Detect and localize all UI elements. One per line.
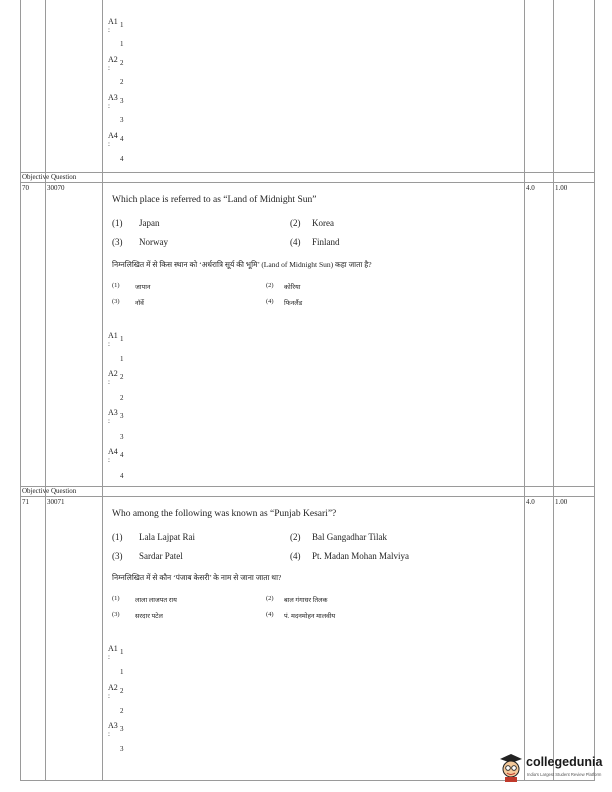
hindi-option-text: लाला लाजपत राय: [135, 597, 177, 604]
grid-line: [45, 0, 46, 780]
hindi-option-text: जापान: [135, 284, 151, 291]
answer-key: A1: [108, 331, 118, 340]
answer-value: 4: [120, 451, 124, 459]
answer-key: A2: [108, 369, 118, 378]
row-border: [20, 182, 595, 183]
answer-value: 1: [120, 668, 124, 676]
answer-colon: :: [108, 102, 110, 110]
answer-colon: :: [108, 653, 110, 661]
answer-key: A3: [108, 721, 118, 730]
answer-key: A4: [108, 131, 118, 140]
option-text: Korea: [312, 218, 334, 228]
answer-value: 3: [120, 97, 124, 105]
option-text: Lala Lajpat Rai: [139, 532, 195, 542]
answer-key: A1: [108, 644, 118, 653]
grid-line: [553, 0, 554, 780]
answer-colon: :: [108, 456, 110, 464]
answer-colon: :: [108, 417, 110, 425]
hindi-option-number: (3): [112, 298, 120, 305]
hindi-option-number: (4): [266, 298, 274, 305]
answer-colon: :: [108, 26, 110, 34]
section-label: Objective Question: [22, 487, 77, 495]
answer-value: 2: [120, 394, 124, 402]
option-text: Pt. Madan Mohan Malviya: [312, 551, 409, 561]
answer-value: 2: [120, 59, 124, 67]
section-label: Objective Question: [22, 173, 77, 181]
grid-line: [102, 0, 103, 780]
answer-colon: :: [108, 730, 110, 738]
answer-colon: :: [108, 340, 110, 348]
hindi-option-text: कोरिया: [284, 284, 301, 291]
hindi-option-number: (1): [112, 282, 120, 289]
hindi-option-number: (3): [112, 611, 120, 618]
question-id: 30070: [47, 184, 65, 192]
option-number: (1): [112, 532, 123, 542]
answer-value: 3: [120, 725, 124, 733]
answer-value: 3: [120, 412, 124, 420]
answer-colon: :: [108, 692, 110, 700]
answer-key: A2: [108, 683, 118, 692]
hindi-option-number: (2): [266, 595, 274, 602]
row-border: [20, 496, 595, 497]
answer-key: A4: [108, 447, 118, 456]
answer-value: 2: [120, 707, 124, 715]
question-marks: 4.0: [526, 498, 535, 506]
question-text: Who among the following was known as “Punjab Kesari”?: [112, 509, 337, 519]
answer-colon: :: [108, 378, 110, 386]
question-text: Which place is referred to as “Land of Midnight Sun”: [112, 195, 317, 205]
hindi-option-text: नॉर्वे: [135, 300, 144, 307]
row-border: [20, 172, 595, 173]
answer-colon: :: [108, 140, 110, 148]
answer-key: A3: [108, 408, 118, 417]
option-text: Japan: [139, 218, 160, 228]
answer-value: 3: [120, 745, 124, 753]
answer-value: 4: [120, 472, 124, 480]
grid-line: [594, 0, 595, 780]
option-number: (4): [290, 237, 301, 247]
option-number: (4): [290, 551, 301, 561]
question-id: 30071: [47, 498, 65, 506]
answer-key: A2: [108, 55, 118, 64]
option-number: (3): [112, 237, 123, 247]
question-marks: 4.0: [526, 184, 535, 192]
grid-line: [524, 0, 525, 780]
option-text: Finland: [312, 237, 340, 247]
answer-value: 1: [120, 21, 124, 29]
answer-value: 2: [120, 687, 124, 695]
answer-key: A1: [108, 17, 118, 26]
row-border: [20, 486, 595, 487]
mascot-icon: [498, 752, 524, 782]
hindi-option-number: (2): [266, 282, 274, 289]
hindi-question-text: निम्नलिखित में से कौन ‘पंजाब केसरी’ के नाम से जाना जाता था?: [112, 573, 282, 582]
hindi-option-text: सरदार पटेल: [135, 613, 163, 620]
option-number: (2): [290, 218, 301, 228]
question-serial: 71: [22, 498, 29, 506]
logo-name: collegedunia: [526, 755, 603, 769]
option-text: Sardar Patel: [139, 551, 183, 561]
logo-tagline: India's Largest Student Review Platform: [527, 772, 602, 777]
answer-value: 1: [120, 40, 124, 48]
answer-value: 1: [120, 335, 124, 343]
answer-value: 3: [120, 433, 124, 441]
answer-value: 1: [120, 648, 124, 656]
hindi-option-number: (1): [112, 595, 120, 602]
hindi-question-text: निम्नलिखित में से किस स्थान को ‘अर्धरात्रि सूर्य की भूमि’ (Land of Midnight Sun) कहा जाता है?: [112, 260, 372, 269]
answer-value: 3: [120, 116, 124, 124]
answer-value: 1: [120, 355, 124, 363]
hindi-option-text: फिनलैंड: [284, 300, 303, 307]
answer-colon: :: [108, 64, 110, 72]
hindi-option-text: बाल गंगाधर तिलक: [284, 597, 328, 604]
option-text: Bal Gangadhar Tilak: [312, 532, 387, 542]
collegedunia-logo: [498, 748, 608, 788]
option-number: (2): [290, 532, 301, 542]
negative-marks: 1.00: [555, 498, 568, 506]
option-text: Norway: [139, 237, 168, 247]
hindi-option-text: पं. मदनमोहन मालवीय: [284, 613, 336, 620]
grid-line: [20, 0, 21, 780]
negative-marks: 1.00: [555, 184, 568, 192]
answer-value: 4: [120, 135, 124, 143]
option-number: (1): [112, 218, 123, 228]
answer-value: 4: [120, 155, 124, 163]
answer-value: 2: [120, 78, 124, 86]
answer-key: A3: [108, 93, 118, 102]
question-serial: 70: [22, 184, 29, 192]
hindi-option-number: (4): [266, 611, 274, 618]
option-number: (3): [112, 551, 123, 561]
answer-value: 2: [120, 373, 124, 381]
